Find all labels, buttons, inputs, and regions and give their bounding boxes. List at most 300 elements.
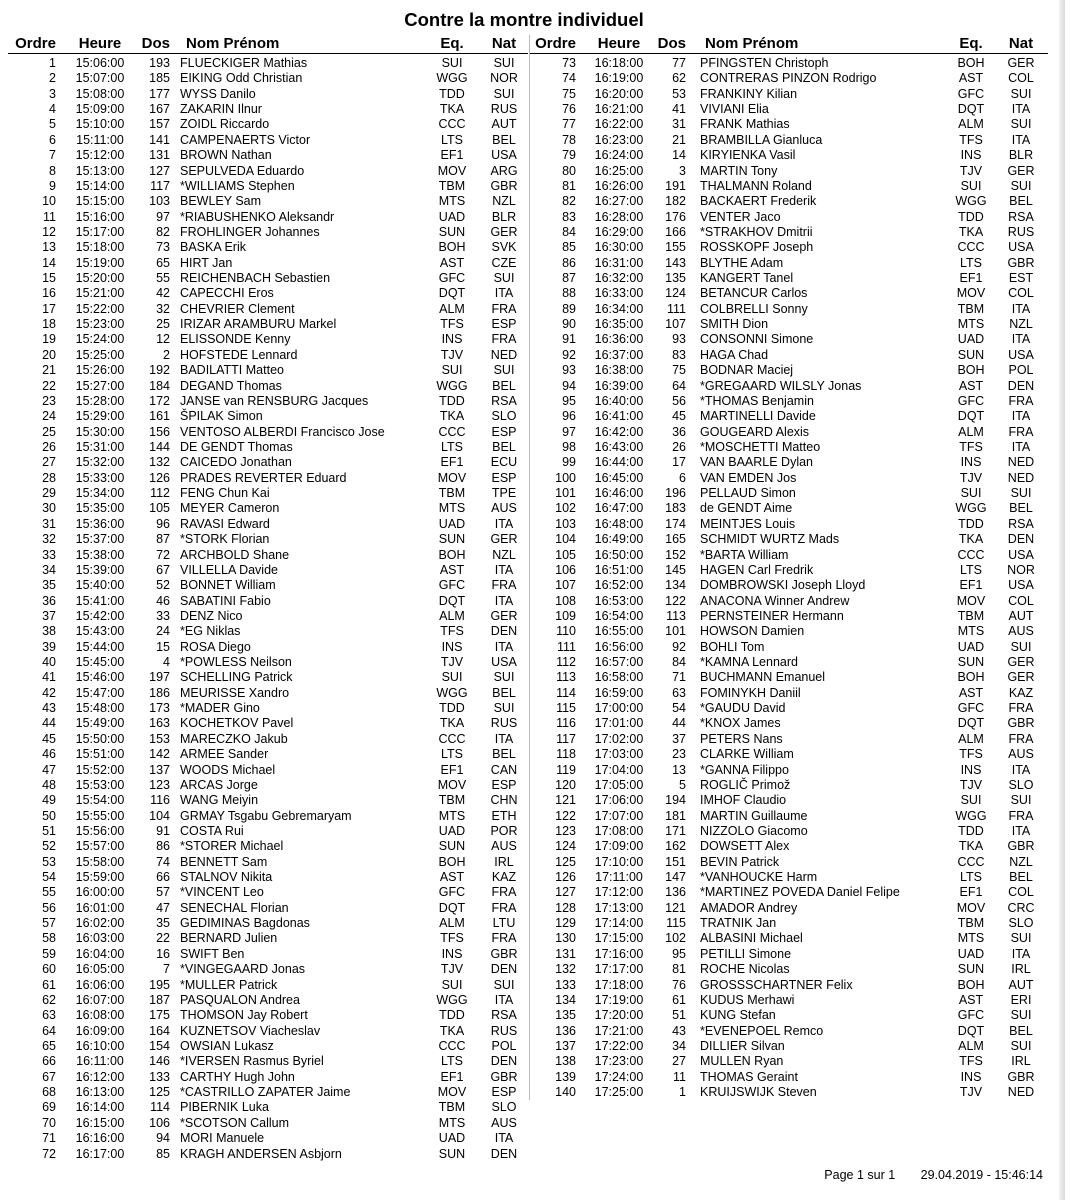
cell-dos: 157 bbox=[149, 117, 170, 132]
cell-dos: 53 bbox=[672, 86, 686, 101]
cell-dos: 13 bbox=[672, 762, 686, 777]
cell-ordre: 64 bbox=[42, 1023, 56, 1038]
cell-ordre: 80 bbox=[562, 163, 576, 178]
cell-nationalite: RUS bbox=[490, 102, 518, 117]
table-row bbox=[530, 1070, 1048, 1085]
table-row bbox=[8, 793, 528, 808]
cell-nom-prenom: CAPECCHI Eros bbox=[180, 286, 274, 301]
cell-dos: 45 bbox=[672, 409, 686, 424]
cell-dos: 25 bbox=[156, 317, 170, 332]
cell-nom-prenom: GOUGEARD Alexis bbox=[700, 424, 810, 439]
cell-nom-prenom: CONSONNI Simone bbox=[700, 332, 814, 347]
cell-nationalite: FRA bbox=[491, 900, 517, 915]
cell-nationalite: FRA bbox=[491, 885, 517, 900]
table-row bbox=[8, 916, 528, 931]
table-row bbox=[8, 194, 528, 209]
cell-ordre: 121 bbox=[555, 793, 576, 808]
cell-nationalite: AUS bbox=[491, 1115, 517, 1130]
cell-ordre: 40 bbox=[42, 655, 56, 670]
cell-ordre: 86 bbox=[562, 255, 576, 270]
cell-nationalite: SUI bbox=[493, 363, 515, 378]
cell-equipe: TBM bbox=[957, 608, 985, 623]
cell-equipe: MOV bbox=[956, 900, 986, 915]
cell-ordre: 120 bbox=[555, 777, 576, 792]
table-row bbox=[8, 993, 528, 1008]
cell-ordre: 124 bbox=[555, 839, 576, 854]
cell-dos: 103 bbox=[149, 194, 170, 209]
cell-dos: 6 bbox=[679, 470, 686, 485]
cell-nom-prenom: NIZZOLO Giacomo bbox=[700, 823, 808, 838]
cell-nationalite: SUI bbox=[1010, 931, 1032, 946]
cell-heure: 17:07:00 bbox=[594, 808, 644, 823]
table-row bbox=[530, 793, 1048, 808]
cell-dos: 121 bbox=[665, 900, 686, 915]
cell-dos: 12 bbox=[156, 332, 170, 347]
cell-dos: 102 bbox=[665, 931, 686, 946]
cell-nationalite: ESP bbox=[491, 1085, 517, 1100]
cell-heure: 16:37:00 bbox=[594, 347, 644, 362]
cell-nationalite: FRA bbox=[491, 332, 517, 347]
cell-dos: 33 bbox=[156, 608, 170, 623]
cell-nationalite: SUI bbox=[493, 271, 515, 286]
cell-nom-prenom: BEWLEY Sam bbox=[180, 194, 262, 209]
cell-equipe: TFS bbox=[959, 1054, 983, 1069]
cell-nom-prenom: BASKA Erik bbox=[180, 240, 246, 255]
cell-dos: 176 bbox=[665, 209, 686, 224]
cell-dos: 31 bbox=[672, 117, 686, 132]
table-row bbox=[8, 563, 528, 578]
cell-heure: 15:20:00 bbox=[75, 271, 125, 286]
table-row bbox=[530, 517, 1048, 532]
cell-heure: 16:30:00 bbox=[594, 240, 644, 255]
cell-dos: 143 bbox=[665, 255, 686, 270]
cell-nationalite: GBR bbox=[1007, 1069, 1035, 1084]
cell-nom-prenom: *MADER Gino bbox=[180, 701, 260, 716]
table-row bbox=[8, 809, 528, 824]
cell-heure: 16:42:00 bbox=[594, 424, 644, 439]
cell-nationalite: NED bbox=[490, 347, 518, 362]
cell-nationalite: SUI bbox=[1010, 793, 1032, 808]
cell-dos: 56 bbox=[672, 393, 686, 408]
cell-dos: 24 bbox=[156, 624, 170, 639]
cell-equipe: ALM bbox=[439, 916, 465, 931]
cell-dos: 171 bbox=[665, 823, 686, 838]
cell-heure: 15:58:00 bbox=[75, 854, 125, 869]
cell-nom-prenom: IMHOF Claudio bbox=[700, 793, 787, 808]
cell-dos: 44 bbox=[672, 716, 686, 731]
cell-nom-prenom: HIRT Jan bbox=[180, 255, 233, 270]
table-row bbox=[8, 778, 528, 793]
cell-nom-prenom: HOWSON Damien bbox=[700, 624, 805, 639]
table-row bbox=[530, 56, 1048, 71]
table-row bbox=[530, 240, 1048, 255]
cell-heure: 16:12:00 bbox=[75, 1069, 125, 1084]
cell-heure: 16:19:00 bbox=[594, 71, 644, 86]
table-row bbox=[530, 271, 1048, 286]
cell-nom-prenom: COSTA Rui bbox=[180, 823, 244, 838]
cell-ordre: 8 bbox=[49, 163, 56, 178]
cell-nationalite: GBR bbox=[1007, 716, 1035, 731]
cell-equipe: ALM bbox=[958, 117, 984, 132]
cell-nationalite: TPE bbox=[491, 486, 517, 501]
cell-equipe: BOH bbox=[957, 977, 985, 992]
cell-nom-prenom: *GANNA Filippo bbox=[700, 762, 789, 777]
cell-nationalite: ITA bbox=[494, 516, 514, 531]
cell-nom-prenom: CAMPENAERTS Victor bbox=[180, 132, 311, 147]
cell-ordre: 136 bbox=[555, 1023, 576, 1038]
cell-nom-prenom: *CASTRILLO ZAPATER Jaime bbox=[180, 1085, 351, 1100]
cell-nationalite: COL bbox=[1008, 593, 1034, 608]
cell-dos: 113 bbox=[666, 608, 686, 623]
cell-nationalite: SUI bbox=[493, 977, 515, 992]
cell-equipe: MOV bbox=[437, 1085, 467, 1100]
cell-nom-prenom: BLYTHE Adam bbox=[700, 255, 784, 270]
table-row bbox=[8, 486, 528, 501]
cell-equipe: SUI bbox=[960, 486, 982, 501]
table-row bbox=[8, 855, 528, 870]
cell-heure: 17:04:00 bbox=[594, 762, 644, 777]
cell-equipe: SUI bbox=[441, 363, 463, 378]
table-row bbox=[530, 931, 1048, 946]
cell-equipe: MOV bbox=[437, 777, 467, 792]
cell-dos: 182 bbox=[665, 194, 686, 209]
cell-heure: 17:17:00 bbox=[594, 962, 644, 977]
cell-nationalite: ITA bbox=[1011, 439, 1031, 454]
cell-ordre: 103 bbox=[555, 516, 576, 531]
cell-dos: 114 bbox=[150, 1100, 170, 1115]
cell-nom-prenom: GEDIMINAS Bagdonas bbox=[180, 916, 310, 931]
cell-heure: 16:58:00 bbox=[594, 670, 644, 685]
table-row bbox=[530, 670, 1048, 685]
start-list-right-column bbox=[529, 35, 1048, 1100]
table-row bbox=[8, 471, 528, 486]
table-row bbox=[8, 225, 528, 240]
cell-nationalite: SUI bbox=[1010, 1039, 1032, 1053]
cell-heure: 15:32:00 bbox=[75, 455, 125, 470]
cell-heure: 15:38:00 bbox=[75, 547, 125, 562]
table-row bbox=[8, 763, 528, 778]
cell-nom-prenom: KUDUS Merhawi bbox=[700, 992, 795, 1007]
table-row bbox=[8, 517, 528, 532]
cell-nationalite: GER bbox=[490, 608, 518, 623]
cell-nom-prenom: THALMANN Roland bbox=[700, 178, 812, 193]
cell-nom-prenom: SENECHAL Florian bbox=[180, 900, 289, 915]
cell-dos: 23 bbox=[672, 747, 686, 762]
cell-ordre: 112 bbox=[556, 655, 576, 670]
cell-equipe: LTS bbox=[960, 562, 982, 577]
cell-heure: 15:14:00 bbox=[75, 178, 125, 193]
cell-nationalite: AUT bbox=[491, 117, 517, 132]
table-row bbox=[530, 1008, 1048, 1023]
cell-dos: 87 bbox=[156, 532, 170, 547]
cell-nationalite: RSA bbox=[491, 393, 517, 408]
cell-heure: 15:06:00 bbox=[75, 56, 125, 70]
cell-ordre: 85 bbox=[562, 240, 576, 255]
cell-ordre: 109 bbox=[555, 608, 576, 623]
cell-dos: 34 bbox=[672, 1039, 686, 1053]
cell-heure: 16:27:00 bbox=[594, 194, 644, 209]
cell-nom-prenom: ZOIDL Riccardo bbox=[180, 117, 270, 132]
header-underline bbox=[8, 53, 528, 54]
cell-equipe: INS bbox=[441, 332, 463, 347]
cell-dos: 81 bbox=[672, 962, 686, 977]
cell-nationalite: GER bbox=[1007, 56, 1035, 70]
cell-nationalite: NED bbox=[1007, 470, 1035, 485]
cell-equipe: BOH bbox=[957, 56, 985, 70]
cell-heure: 16:00:00 bbox=[75, 885, 125, 900]
cell-dos: 105 bbox=[149, 501, 170, 516]
cell-nationalite: FRA bbox=[1008, 701, 1034, 716]
cell-nationalite: BEL bbox=[492, 439, 516, 454]
cell-nationalite: DEN bbox=[490, 1146, 518, 1161]
cell-heure: 15:56:00 bbox=[75, 823, 125, 838]
cell-equipe: BOH bbox=[438, 547, 466, 562]
cell-nationalite: POL bbox=[1008, 363, 1034, 378]
cell-nom-prenom: SABATINI Fabio bbox=[180, 593, 271, 608]
table-row bbox=[530, 256, 1048, 271]
cell-ordre: 93 bbox=[562, 363, 576, 378]
table-row bbox=[8, 609, 528, 624]
cell-nom-prenom: WOODS Michael bbox=[180, 762, 276, 777]
cell-ordre: 30 bbox=[42, 501, 56, 516]
cell-nom-prenom: BEVIN Patrick bbox=[700, 854, 780, 869]
cell-nom-prenom: CONTRERAS PINZON Rodrigo bbox=[700, 71, 877, 86]
cell-ordre: 52 bbox=[42, 839, 56, 854]
cell-nationalite: DEN bbox=[1007, 378, 1035, 393]
cell-ordre: 81 bbox=[562, 178, 576, 193]
table-row bbox=[530, 686, 1048, 701]
cell-ordre: 102 bbox=[555, 501, 576, 516]
cell-ordre: 67 bbox=[42, 1069, 56, 1084]
cell-nationalite: SLO bbox=[491, 1100, 517, 1115]
cell-heure: 17:02:00 bbox=[594, 731, 644, 746]
table-row bbox=[530, 609, 1048, 624]
cell-dos: 72 bbox=[156, 547, 170, 562]
cell-dos: 185 bbox=[149, 71, 170, 86]
cell-equipe: UAD bbox=[438, 516, 466, 531]
cell-nationalite: EST bbox=[1008, 271, 1034, 286]
cell-nom-prenom: SWIFT Ben bbox=[180, 946, 245, 961]
cell-ordre: 46 bbox=[42, 747, 56, 762]
table-row bbox=[530, 947, 1048, 962]
cell-nationalite: COL bbox=[1008, 71, 1034, 86]
cell-nom-prenom: *STRAKHOV Dmitrii bbox=[700, 224, 813, 239]
cell-nationalite: DEN bbox=[490, 962, 518, 977]
cell-equipe: ALM bbox=[958, 731, 984, 746]
cell-nationalite: IRL bbox=[1011, 1054, 1031, 1069]
cell-nationalite: NZL bbox=[1009, 317, 1033, 332]
cell-ordre: 117 bbox=[556, 731, 576, 746]
cell-equipe: TBM bbox=[438, 178, 466, 193]
cell-dos: 76 bbox=[672, 977, 686, 992]
cell-dos: 151 bbox=[665, 854, 686, 869]
cell-ordre: 65 bbox=[42, 1039, 56, 1053]
cell-nom-prenom: ELISSONDE Kenny bbox=[180, 332, 291, 347]
cell-nom-prenom: VAN BAARLE Dylan bbox=[700, 455, 814, 470]
cell-heure: 15:33:00 bbox=[75, 470, 125, 485]
cell-nationalite: FRA bbox=[1008, 808, 1034, 823]
cell-ordre: 28 bbox=[42, 470, 56, 485]
cell-dos: 145 bbox=[665, 562, 686, 577]
cell-dos: 73 bbox=[156, 240, 170, 255]
cell-nationalite: RSA bbox=[1008, 209, 1034, 224]
cell-ordre: 35 bbox=[42, 578, 56, 593]
cell-nationalite: NZL bbox=[492, 194, 516, 209]
cell-ordre: 9 bbox=[49, 178, 56, 193]
cell-heure: 17:10:00 bbox=[594, 854, 644, 869]
cell-equipe: INS bbox=[441, 639, 463, 654]
table-row bbox=[8, 440, 528, 455]
table-row bbox=[530, 363, 1048, 378]
cell-dos: 93 bbox=[672, 332, 686, 347]
cell-ordre: 60 bbox=[42, 962, 56, 977]
cell-nationalite: ITA bbox=[494, 992, 514, 1007]
table-row bbox=[530, 809, 1048, 824]
cell-nationalite: ITA bbox=[494, 1131, 514, 1146]
cell-equipe: TJV bbox=[959, 163, 983, 178]
table-row bbox=[8, 747, 528, 762]
cell-equipe: WGG bbox=[955, 501, 987, 516]
cell-nom-prenom: ROSSKOPF Joseph bbox=[700, 240, 814, 255]
cell-nationalite: SUI bbox=[493, 86, 515, 101]
cell-heure: 16:35:00 bbox=[594, 317, 644, 332]
cell-nom-prenom: BOHLI Tom bbox=[700, 639, 765, 654]
cell-ordre: 78 bbox=[562, 132, 576, 147]
table-row bbox=[530, 87, 1048, 102]
cell-heure: 15:36:00 bbox=[75, 516, 125, 531]
cell-nationalite: AUT bbox=[1008, 977, 1034, 992]
cell-ordre: 66 bbox=[42, 1054, 56, 1069]
cell-dos: 154 bbox=[149, 1039, 170, 1053]
page-footer bbox=[0, 1168, 1043, 1182]
cell-heure: 15:18:00 bbox=[75, 240, 125, 255]
cell-heure: 15:50:00 bbox=[75, 731, 125, 746]
cell-heure: 16:38:00 bbox=[594, 363, 644, 378]
cell-ordre: 49 bbox=[42, 793, 56, 808]
cell-nom-prenom: *THOMAS Benjamin bbox=[700, 393, 814, 408]
cell-nationalite: GBR bbox=[1007, 839, 1035, 854]
cell-dos: 111 bbox=[666, 301, 686, 316]
cell-equipe: GFC bbox=[438, 271, 466, 286]
cell-ordre: 61 bbox=[42, 977, 56, 992]
cell-nationalite: ERI bbox=[1010, 992, 1032, 1007]
cell-nom-prenom: *EVENEPOEL Remco bbox=[700, 1023, 824, 1038]
cell-dos: 11 bbox=[673, 1069, 686, 1084]
cell-nom-prenom: STALNOV Nikita bbox=[180, 870, 273, 885]
table-row bbox=[530, 225, 1048, 240]
cell-dos: 186 bbox=[149, 685, 170, 700]
cell-nom-prenom: ARMEE Sander bbox=[180, 747, 269, 762]
cell-ordre: 47 bbox=[42, 762, 56, 777]
cell-heure: 17:16:00 bbox=[594, 946, 644, 961]
cell-nationalite: SLO bbox=[1008, 777, 1034, 792]
cell-nom-prenom: HAGA Chad bbox=[700, 347, 769, 362]
cell-dos: 57 bbox=[156, 885, 170, 900]
cell-nationalite: ARG bbox=[490, 163, 518, 178]
cell-ordre: 130 bbox=[555, 931, 576, 946]
table-row bbox=[8, 394, 528, 409]
cell-dos: 193 bbox=[149, 56, 170, 70]
cell-equipe: ALM bbox=[958, 424, 984, 439]
cell-ordre: 31 bbox=[42, 516, 56, 531]
cell-heure: 16:56:00 bbox=[594, 639, 644, 654]
cell-dos: 137 bbox=[149, 762, 170, 777]
cell-ordre: 42 bbox=[42, 685, 56, 700]
cell-nom-prenom: BENNETT Sam bbox=[180, 854, 268, 869]
cell-nom-prenom: ŠPILAK Simon bbox=[180, 409, 263, 424]
cell-dos: 67 bbox=[156, 562, 170, 577]
table-row bbox=[8, 701, 528, 716]
table-row bbox=[8, 117, 528, 132]
table-row bbox=[8, 716, 528, 731]
cell-ordre: 128 bbox=[555, 900, 576, 915]
cell-equipe: MTS bbox=[957, 317, 985, 332]
table-row bbox=[530, 870, 1048, 885]
cell-ordre: 82 bbox=[562, 194, 576, 209]
table-row bbox=[8, 885, 528, 900]
cell-nationalite: ITA bbox=[494, 593, 514, 608]
table-row bbox=[8, 655, 528, 670]
cell-dos: 26 bbox=[672, 439, 686, 454]
cell-heure: 16:50:00 bbox=[594, 547, 644, 562]
cell-nationalite: BEL bbox=[1009, 194, 1033, 209]
cell-nom-prenom: MEINTJES Louis bbox=[700, 516, 796, 531]
cell-equipe: GFC bbox=[438, 578, 466, 593]
cell-nationalite: GBR bbox=[490, 178, 518, 193]
table-row bbox=[530, 394, 1048, 409]
cell-nationalite: COL bbox=[1008, 286, 1034, 301]
cell-dos: 133 bbox=[149, 1069, 170, 1084]
table-row bbox=[8, 256, 528, 271]
cell-heure: 15:10:00 bbox=[75, 117, 125, 132]
cell-heure: 15:08:00 bbox=[75, 86, 125, 101]
cell-equipe: CCC bbox=[438, 1039, 466, 1053]
cell-ordre: 90 bbox=[562, 317, 576, 332]
cell-dos: 172 bbox=[149, 393, 170, 408]
table-row bbox=[530, 824, 1048, 839]
cell-nationalite: RUS bbox=[490, 1023, 518, 1038]
cell-ordre: 48 bbox=[42, 777, 56, 792]
cell-equipe: BOH bbox=[957, 363, 985, 378]
cell-nom-prenom: KUZNETSOV Viacheslav bbox=[180, 1023, 321, 1038]
table-row bbox=[530, 763, 1048, 778]
cell-nationalite: FRA bbox=[1008, 731, 1034, 746]
cell-dos: 14 bbox=[672, 148, 686, 163]
cell-nationalite: ITA bbox=[494, 639, 514, 654]
cell-heure: 17:05:00 bbox=[594, 777, 644, 792]
cell-nom-prenom: *KNOX James bbox=[700, 716, 781, 731]
table-row bbox=[8, 624, 528, 639]
cell-heure: 15:30:00 bbox=[75, 424, 125, 439]
cell-nom-prenom: *RIABUSHENKO Aleksandr bbox=[180, 209, 335, 224]
cell-dos: 104 bbox=[149, 808, 170, 823]
cell-heure: 15:49:00 bbox=[75, 716, 125, 731]
cell-equipe: BOH bbox=[438, 240, 466, 255]
cell-dos: 122 bbox=[665, 593, 686, 608]
cell-dos: 62 bbox=[672, 71, 686, 86]
cell-dos: 134 bbox=[665, 578, 686, 593]
cell-nationalite: ITA bbox=[1011, 762, 1031, 777]
cell-ordre: 111 bbox=[556, 639, 576, 654]
table-row bbox=[530, 1054, 1048, 1069]
table-row bbox=[530, 1039, 1048, 1054]
cell-nationalite: SUI bbox=[1010, 486, 1032, 501]
cell-nom-prenom: JANSE van RENSBURG Jacques bbox=[180, 393, 369, 408]
cell-equipe: ALM bbox=[439, 608, 465, 623]
cell-ordre: 125 bbox=[555, 854, 576, 869]
cell-equipe: TFS bbox=[959, 747, 983, 762]
cell-dos: 65 bbox=[156, 255, 170, 270]
